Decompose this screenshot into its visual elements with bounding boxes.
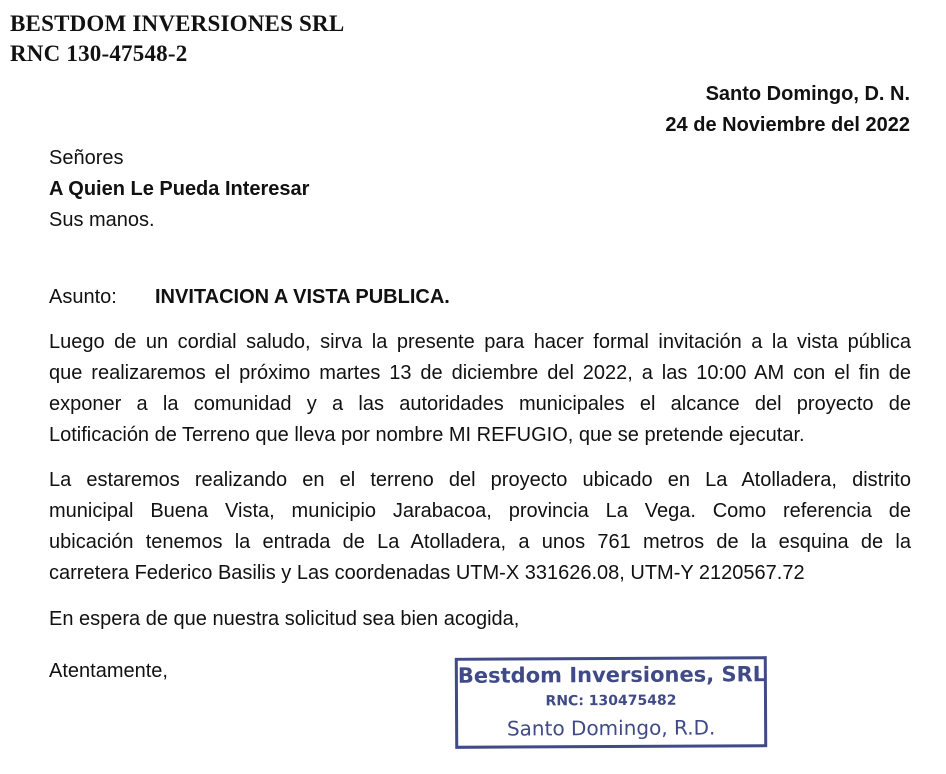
- addressee: A Quien Le Pueda Interesar: [49, 178, 310, 200]
- salutation: Señores: [49, 147, 124, 169]
- company-rnc: RNC 130-47548-2: [10, 41, 188, 66]
- subject-value: INVITACION A VISTA PUBLICA.: [155, 286, 450, 308]
- subject-line: [49, 282, 450, 312]
- closing-paragraph: En espera de que nuestra solicitud sea bien acogida,: [49, 608, 520, 630]
- paragraph-line: Luego de un cordial saludo, sirva la presente para hacer formal invitación a la vista pública: [49, 331, 911, 353]
- company-stamp: [455, 656, 767, 749]
- paragraph-line: que realizaremos el próximo martes 13 de diciembre del 2022, a las 10:00 AM con el fin de: [49, 362, 911, 384]
- paragraph-line: Lotificación de Terreno que lleva por nombre MI REFUGIO, que se pretende ejecutar.: [49, 424, 805, 446]
- subject-label: Asunto:: [49, 286, 117, 308]
- letter-place: Santo Domingo, D. N.: [705, 83, 910, 105]
- stamp-rnc: RNC: 130475482: [545, 692, 677, 710]
- company-name: BESTDOM INVERSIONES SRL: [10, 11, 345, 36]
- invitation-paragraph: [49, 327, 911, 451]
- letterhead: [10, 9, 344, 69]
- signoff: Atentamente,: [49, 660, 168, 682]
- paragraph-line: La estaremos realizando en el terreno del proyecto ubicado en La Atolladera, distrito: [49, 469, 911, 491]
- letter-date: 24 de Noviembre del 2022: [665, 114, 910, 136]
- paragraph-line: exponer a la comunidad y a las autoridades municipales el alcance del proyecto de: [49, 393, 911, 415]
- recipient-block: [49, 143, 309, 236]
- stamp-company-name: Bestdom Inversiones, SRL: [457, 662, 767, 688]
- location-paragraph: [49, 465, 911, 589]
- paragraph-line: municipal Buena Vista, municipio Jarabacoa, provincia La Vega. Como referencia de: [49, 500, 911, 522]
- stamp-city: Santo Domingo, R.D.: [506, 715, 716, 741]
- place-date-block: [665, 79, 910, 141]
- paragraph-line: ubicación tenemos la entrada de La Atolladera, a unos 761 metros de la esquina de la: [49, 531, 911, 553]
- recipient-closing: Sus manos.: [49, 209, 155, 231]
- paragraph-line: carretera Federico Basilis y Las coordenadas UTM-X 331626.08, UTM-Y 2120567.72: [49, 562, 805, 584]
